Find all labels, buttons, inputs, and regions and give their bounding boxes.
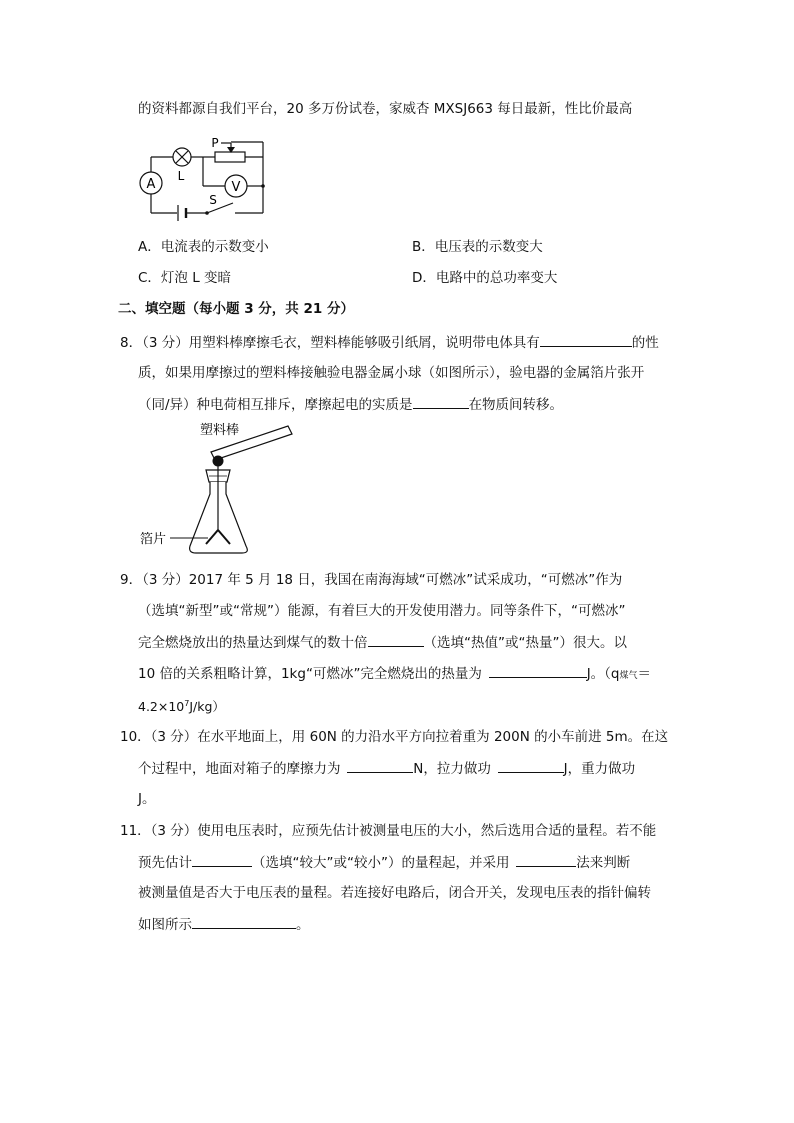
q11-line2-tail: 法来判断 — [576, 855, 631, 871]
q8-line1-tail: 的性 — [631, 335, 659, 351]
q9-line3 — [138, 633, 627, 652]
q9-line3-tail: （选填“热值”或“热量”）很大。以 — [423, 635, 627, 651]
slider-label: P — [211, 136, 219, 150]
switch-label: S — [209, 193, 217, 207]
option-a: A．电流表的示数变小 — [138, 239, 269, 255]
section-heading: 二、填空题（每小题 3 分，共 21 分） — [118, 301, 354, 317]
q10-line3: J。 — [138, 791, 156, 807]
q8-line1 — [120, 333, 659, 352]
q10-line2-text: 个过程中，地面对箱子的摩擦力为 — [138, 761, 341, 777]
q9-line5-text: 4.2×10 — [138, 699, 185, 715]
q11-line1: 11．（3 分）使用电压表时，应预先估计被测量电压的大小，然后选用合适的量程。若不能 — [120, 823, 657, 839]
q9-line5 — [138, 695, 225, 716]
q9-line1: 9．（3 分）2017 年 5 月 18 日，我国在南海海域“可燃冰”试采成功，“可燃冰”作为 — [120, 572, 623, 588]
header-banner: 的资料都源自我们平台，20 多万份试卷，家威杏 MXSJ663 每日最新，性比价最高 — [138, 101, 633, 117]
q11-line2-mid: （选填“较大”或“较小”）的量程起，并采用 — [252, 855, 510, 871]
q9-equals: ＝ — [637, 666, 652, 682]
q11-line2-text: 预先估计 — [138, 855, 192, 871]
q11-line4 — [138, 915, 310, 934]
q10-line2-tail: J，重力做功 — [563, 761, 636, 777]
q8-line3 — [138, 395, 563, 414]
q9-line2: （选填“新型”或“常规”）能源，有着巨大的开发使用潜力。同等条件下，“可燃冰” — [138, 603, 626, 619]
option-b: B．电压表的示数变大 — [412, 239, 543, 255]
q8-line1-text: 8．（3 分）用塑料棒摩擦毛衣，塑料棒能够吸引纸屑，说明带电体具有 — [120, 335, 540, 351]
q9-line5-unit: J/kg） — [189, 699, 225, 715]
q9-blank-1[interactable] — [368, 633, 424, 647]
q9-blank-2[interactable] — [489, 664, 587, 678]
q10-blank-2[interactable] — [498, 759, 564, 773]
option-c: C．灯泡 L 变暗 — [138, 270, 232, 286]
q11-line3: 被测量值是否大于电压表的量程。若连接好电路后，闭合开关，发现电压表的指针偏转 — [138, 885, 651, 901]
rod-label: 塑料棒 — [200, 423, 240, 438]
q10-line2 — [138, 759, 635, 778]
q9-exponent: 7 — [184, 699, 190, 708]
q9-line4-text: 10 倍的关系粗略计算，1kg“可燃冰”完全燃烧出的热量为 — [138, 666, 482, 682]
voltmeter-label: V — [231, 180, 241, 195]
q8-blank-2[interactable] — [413, 395, 469, 409]
q10-line1: 10．（3 分）在水平地面上，用 60N 的力沿水平方向拉着重为 200N 的小车前进 5m。在这 — [120, 729, 669, 745]
q11-line4-tail: 。 — [296, 917, 310, 933]
q10-blank-1[interactable] — [347, 759, 413, 773]
q9-subscript: 煤气 — [619, 671, 638, 681]
lamp-label: L — [177, 169, 185, 183]
ammeter-label: A — [146, 177, 156, 192]
q9-line4-unit: J。（q — [586, 666, 620, 682]
foil-label: 箔片 — [140, 532, 167, 547]
q8-line3-text: （同/异）种电荷相互排斥，摩擦起电的实质是 — [138, 397, 413, 413]
q8-blank-1[interactable] — [540, 333, 632, 347]
q11-blank-2[interactable] — [516, 853, 576, 867]
q8-line2: 质，如果用摩擦过的塑料棒接触验电器金属小球（如图所示），验电器的金属箔片张开 — [138, 365, 645, 381]
electroscope-figure — [138, 418, 308, 560]
circuit-diagram — [135, 133, 275, 225]
q10-line2-mid: N，拉力做功 — [413, 761, 491, 777]
q8-line3-tail: 在物质间转移。 — [468, 397, 564, 413]
q11-line4-text: 如图所示 — [138, 917, 192, 933]
q11-blank-3[interactable] — [192, 915, 296, 929]
q11-line2 — [138, 853, 630, 872]
q9-line3-text: 完全燃烧放出的热量达到煤气的数十倍 — [138, 635, 368, 651]
q9-line4 — [138, 664, 651, 685]
option-d: D．电路中的总功率变大 — [412, 270, 558, 286]
q11-blank-1[interactable] — [192, 853, 252, 867]
